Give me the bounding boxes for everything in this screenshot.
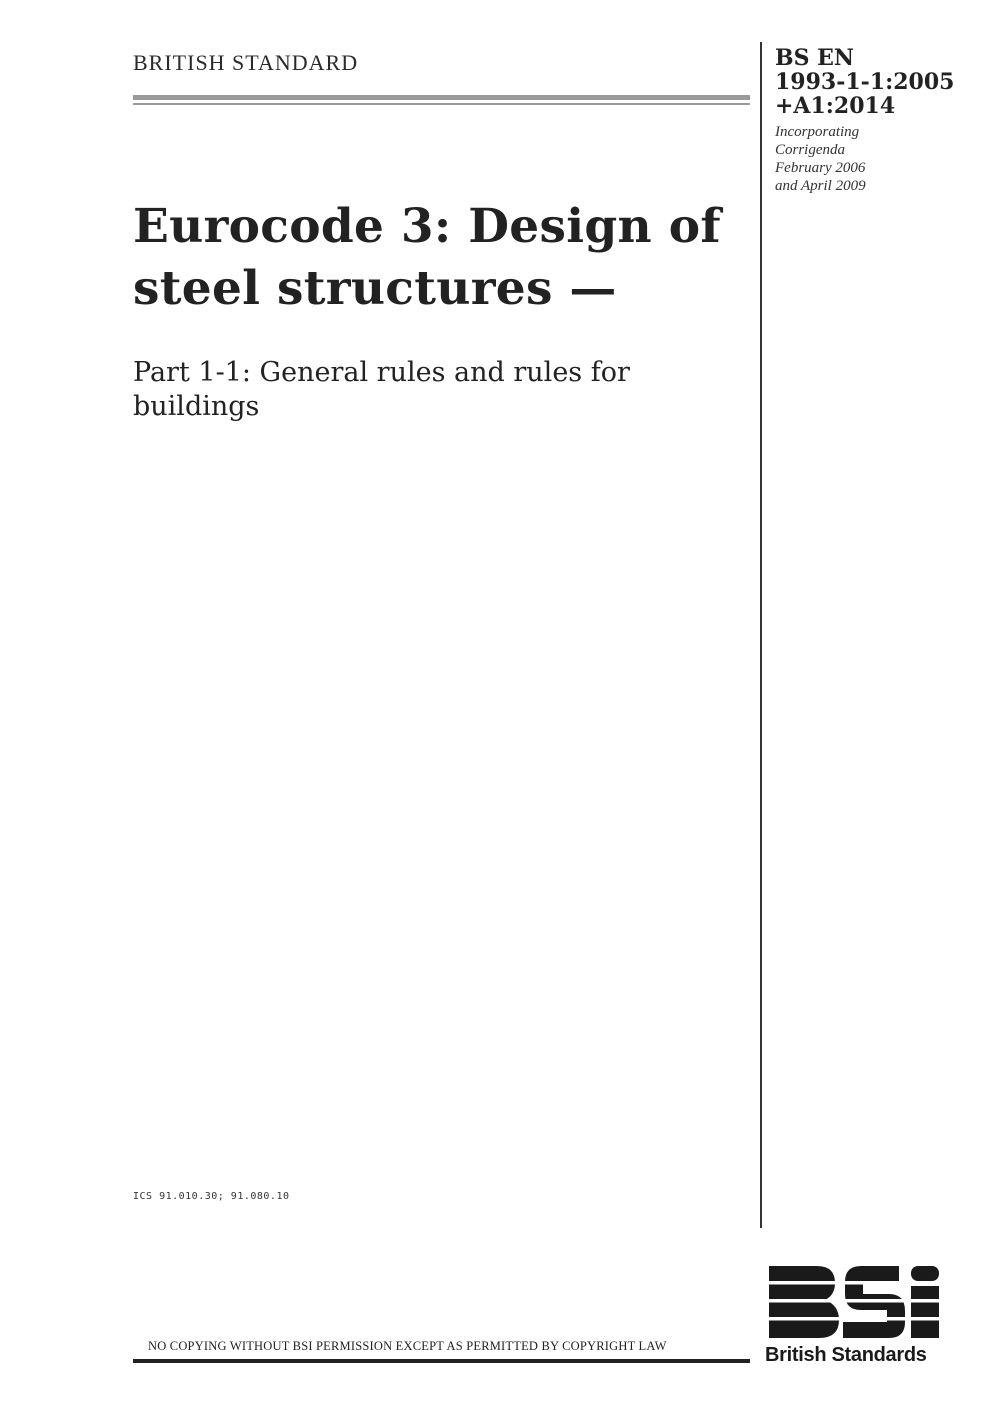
corrigenda-line4: and April 2009 (775, 178, 866, 194)
footer-rule (133, 1359, 750, 1363)
bsi-logo-caption: British Standards (765, 1344, 927, 1366)
document-title (133, 196, 753, 320)
document-subtitle-line2: buildings (133, 391, 260, 422)
document-subtitle-line1: Part 1-1: General rules and rules for (133, 357, 630, 388)
document-type-label: BRITISH STANDARD (133, 50, 359, 75)
standard-number-line3: +A1:2014 (775, 93, 896, 119)
standard-number (775, 46, 954, 118)
header-rule-thin (133, 103, 750, 105)
document-subtitle (133, 356, 753, 424)
corrigenda-line3: February 2006 (775, 160, 866, 176)
ics-code: ICS 91.010.30; 91.080.10 (133, 1191, 290, 1202)
sidebar-divider (760, 42, 762, 1228)
standard-number-line2: 1993-1-1:2005 (775, 69, 955, 95)
bsi-logo (765, 1262, 945, 1370)
corrigenda-line1: Incorporating (775, 124, 860, 140)
document-title-line1: Eurocode 3: Design of (133, 199, 721, 254)
document-title-line2: steel structures — (133, 261, 617, 316)
corrigenda-line2: Corrigenda (775, 142, 846, 158)
corrigenda-note (775, 123, 866, 195)
copyright-notice: NO COPYING WITHOUT BSI PERMISSION EXCEPT AS PERMITTED BY COPYRIGHT LAW (148, 1339, 667, 1353)
bsi-logo-icon (765, 1262, 945, 1342)
standard-number-line1: BS EN (775, 45, 855, 71)
header-rule (133, 95, 750, 100)
